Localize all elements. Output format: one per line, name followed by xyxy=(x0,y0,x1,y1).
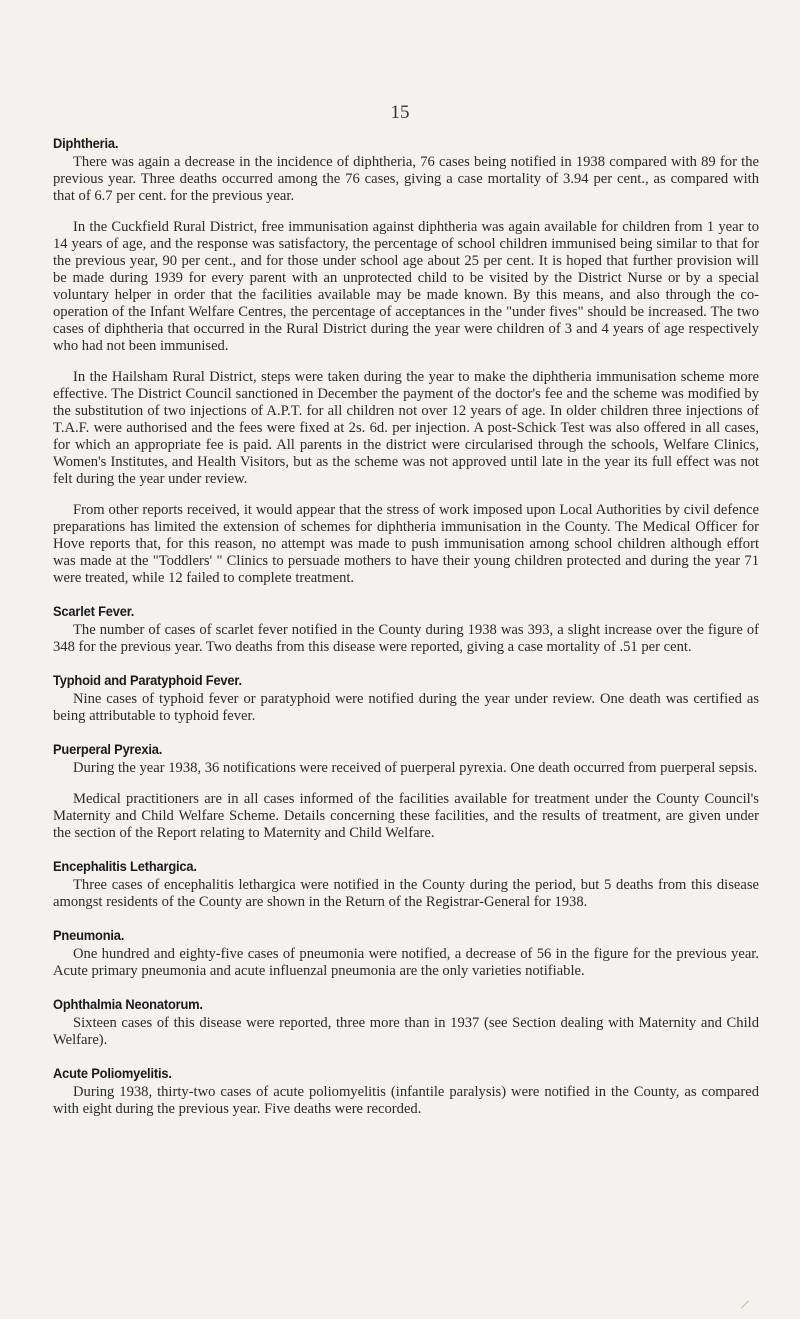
paragraph: The number of cases of scarlet fever notified in the County during 1938 was 393, a slight increase over the figure of 348 for the previous year. Two deaths from this disease were reported, giving a case mortality of .51 per cent. xyxy=(53,622,759,655)
section-heading: Typhoid and Paratyphoid Fever. xyxy=(53,672,242,688)
section-heading: Diphtheria. xyxy=(53,135,119,151)
section-puerperal-pyrexia xyxy=(53,740,759,842)
paragraph: Three cases of encephalitis lethargica were notified in the County during the period, but 5 deaths from this disease amongst residents of the County are shown in the Return of the Registrar-General for 1938. xyxy=(53,877,759,910)
section-scarlet-fever xyxy=(53,602,759,656)
paragraph: In the Cuckfield Rural District, free immunisation against diphtheria was again available for children from 1 year to 14 years of age, and the response was satisfactory, the percentage of school children immunised being similar to that for the previous year, 90 per cent., and for those under school age about 25 per cent. It is hoped that further provision will be made during 1939 for every parent with an unprotected child to be visited by the District Nurse or by a special voluntary helper in order that the facilities available may be made known. By this means, and also through the co-operation of the Infant Welfare Centres, the percentage of acceptances in the "under fives" should be increased. The two cases of diphtheria that occurred in the Rural District during the year were children of 3 and 4 years of age respectively who had not been immunised. xyxy=(53,219,759,354)
section-ophthalmia-neonatorum xyxy=(53,995,759,1049)
page-number: 15 xyxy=(390,102,410,123)
section-diphtheria xyxy=(53,134,759,587)
paragraph: Nine cases of typhoid fever or paratyphoid were notified during the year under review. One death was certified as being attributable to typhoid fever. xyxy=(53,691,759,724)
scan-mark xyxy=(741,1301,749,1309)
section-encephalitis-lethargica xyxy=(53,857,759,911)
section-heading: Pneumonia. xyxy=(53,927,125,943)
section-typhoid xyxy=(53,671,759,725)
section-acute-poliomyelitis xyxy=(53,1064,759,1118)
paragraph: During the year 1938, 36 notifications were received of puerperal pyrexia. One death occurred from puerperal sepsis. xyxy=(73,760,758,776)
paragraph: Medical practitioners are in all cases informed of the facilities available for treatment under the County Council's Maternity and Child Welfare Scheme. Details concerning these facilities, and the results of treatment, are given under the section of the Report relating to Maternity and Child Welfare. xyxy=(53,791,759,841)
paragraph: Sixteen cases of this disease were reported, three more than in 1937 (see Section dealing with Maternity and Child Welfare). xyxy=(53,1015,759,1048)
paragraph: In the Hailsham Rural District, steps were taken during the year to make the diphtheria immunisation scheme more effective. The District Council sanctioned in December the payment of the doctor's fee and the scheme was modified by the substitution of two injections of A.P.T. for all children not over 12 years of age. In older children three injections of T.A.F. were authorised and the fees were fixed at 2s. 6d. per injection. A post-Schick Test was also offered in all cases, for which an appropriate fee is paid. All parents in the district were circularised through the schools, Welfare Clinics, Women's Institutes, and Health Visitors, but as the scheme was not approved until late in the year its full effect was not felt during the year under review. xyxy=(53,369,759,487)
section-heading: Acute Poliomyelitis. xyxy=(53,1065,172,1081)
section-heading: Puerperal Pyrexia. xyxy=(53,741,163,757)
section-heading: Encephalitis Lethargica. xyxy=(53,858,197,874)
section-heading: Ophthalmia Neonatorum. xyxy=(53,996,203,1012)
paragraph: From other reports received, it would appear that the stress of work imposed upon Local Authorities by civil defence preparations has limited the extension of schemes for diphtheria immunisation in the County. The Medical Officer for Hove reports that, for this reason, no attempt was made to push immunisation among school children although effort was made at the "Toddlers' " Clinics to persuade mothers to have their young children protected and during the year 71 were treated, while 12 failed to complete treatment. xyxy=(53,502,759,586)
paragraph: There was again a decrease in the incidence of diphtheria, 76 cases being notified in 1938 compared with 89 for the previous year. Three deaths occurred among the 76 cases, giving a case mortality of 3.94 per cent., as compared with that of 6.7 per cent. for the previous year. xyxy=(53,154,759,204)
section-heading: Scarlet Fever. xyxy=(53,603,135,619)
section-pneumonia xyxy=(53,926,759,980)
paragraph: One hundred and eighty-five cases of pneumonia were notified, a decrease of 56 in the figure for the previous year. Acute primary pneumonia and acute influenzal pneumonia are the only varieties notifiable. xyxy=(53,946,759,979)
document-body xyxy=(53,134,759,1133)
paragraph: During 1938, thirty-two cases of acute poliomyelitis (infantile paralysis) were notified in the County, as compared with eight during the previous year. Five deaths were recorded. xyxy=(53,1084,759,1117)
